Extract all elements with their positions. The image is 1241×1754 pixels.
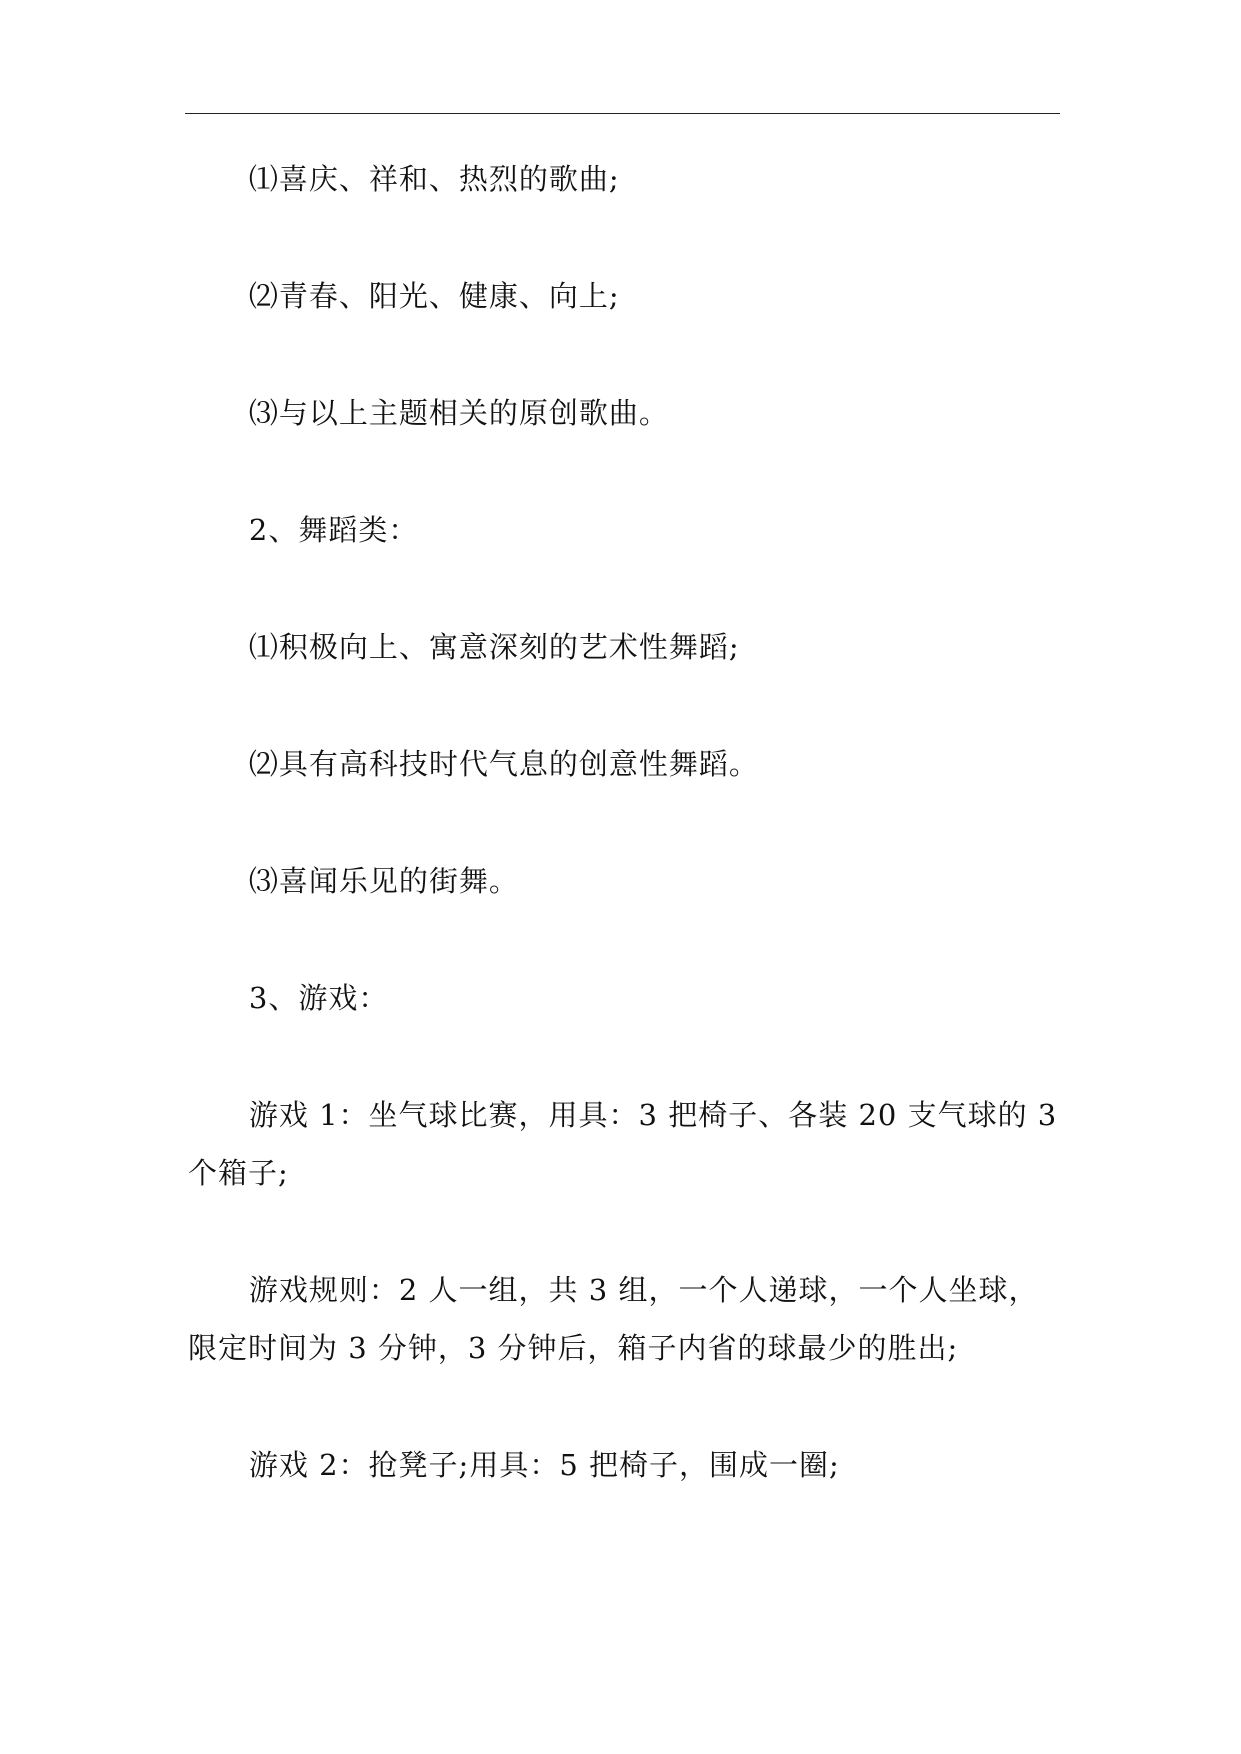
game-rules: 游戏规则：2 人一组，共 3 组，一个人递球，一个人坐球，限定时间为 3 分钟，3 分钟后，箱子内省的球最少的胜出;: [188, 1273, 1039, 1365]
game-1-description: 游戏 1：坐气球比赛，用具：3 把椅子、各装 20 支气球的 3 个箱子;: [188, 1098, 1058, 1190]
list-item-dance-2: ⑵具有高科技时代气息的创意性舞蹈。: [248, 747, 759, 781]
list-item-song-1: ⑴喜庆、祥和、热烈的歌曲;: [248, 162, 620, 196]
section-heading-dance: 2、舞蹈类：: [248, 513, 419, 547]
section-heading-games: 3、游戏：: [248, 981, 389, 1015]
list-item-song-3: ⑶与以上主题相关的原创歌曲。: [248, 396, 669, 430]
list-item-dance-1: ⑴积极向上、寓意深刻的艺术性舞蹈;: [248, 630, 740, 664]
header-rule: [185, 113, 1060, 114]
game-2-description: 游戏 2：抢凳子;用具：5 把椅子，围成一圈;: [248, 1448, 840, 1482]
list-item-song-2: ⑵青春、阳光、健康、向上;: [248, 279, 620, 313]
document-body: [188, 150, 1058, 1553]
list-item-dance-3: ⑶喜闻乐见的街舞。: [248, 864, 519, 898]
